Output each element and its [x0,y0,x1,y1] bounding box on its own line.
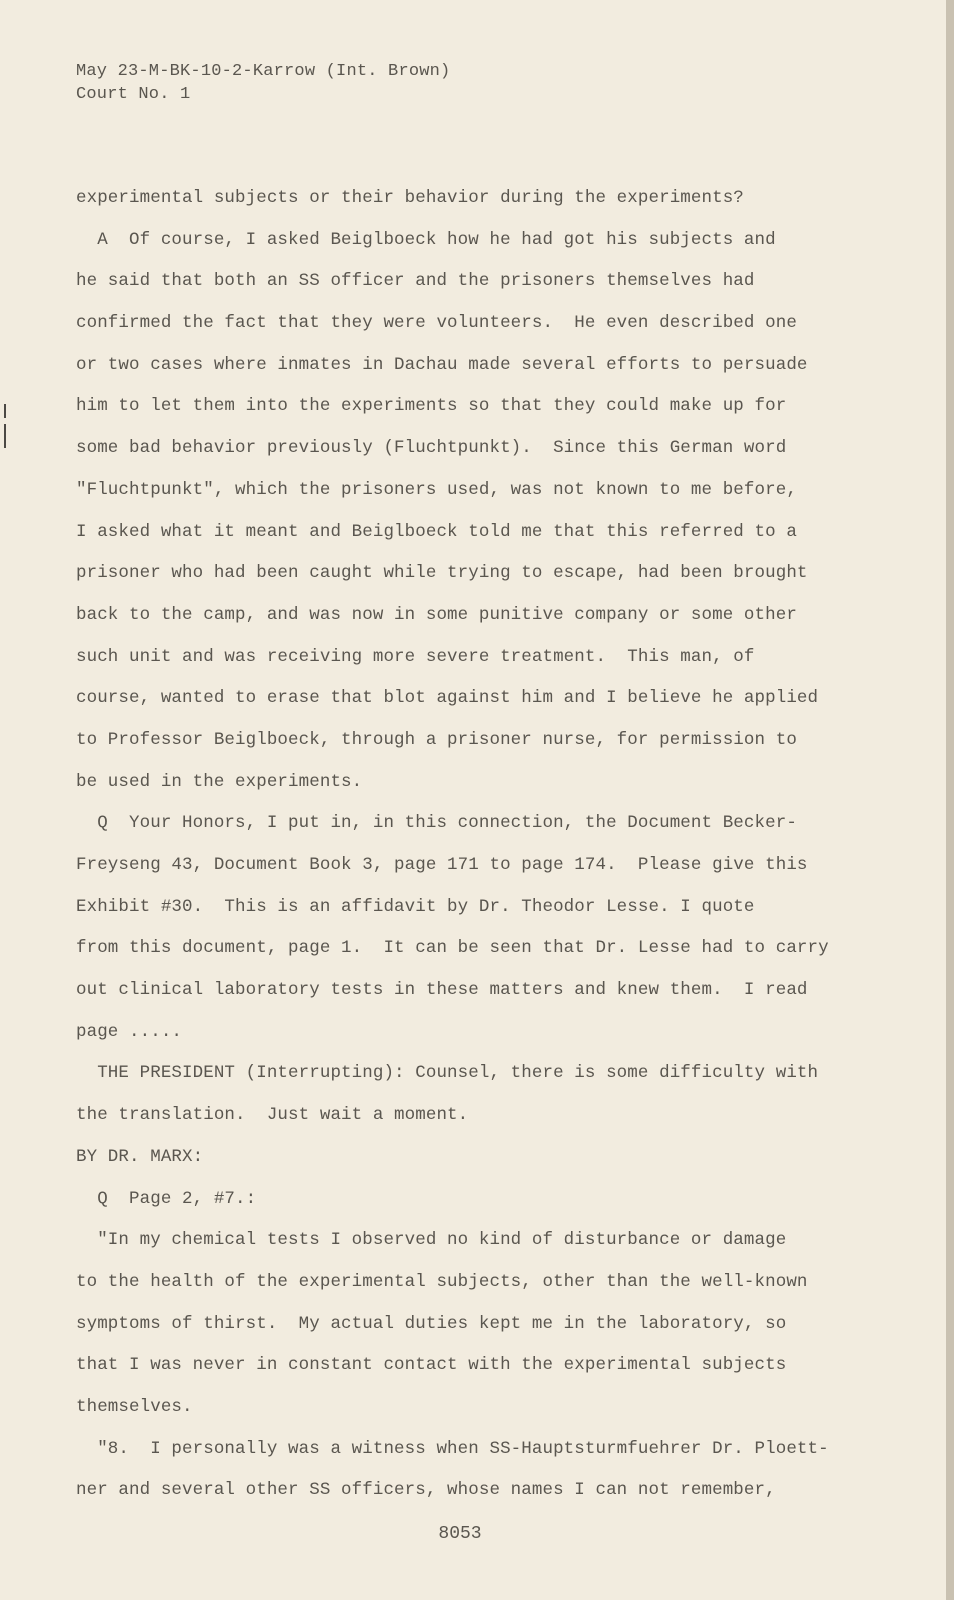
transcript-line: such unit and was receiving more severe treatment. This man, of [76,646,755,667]
transcript-line: Q Page 2, #7.: [76,1188,257,1209]
transcript-line: that I was never in constant contact with the experimental subjects [76,1355,787,1376]
transcript-line: some bad behavior previously (Fluchtpunkt). Since this German word [76,438,787,459]
transcript-line: BY DR. MARX: [76,1146,204,1167]
transcript-line: prisoner who had been caught while trying to escape, had been brought [76,563,808,584]
transcript-line: experimental subjects or their behavior during the experiments? [76,188,744,208]
transcript-line: he said that both an SS officer and the prisoners themselves had [76,271,755,292]
transcript-line: confirmed the fact that they were volunteers. He even described one [76,313,797,334]
transcript-line: Freyseng 43, Document Book 3, page 171 to page 174. Please give this [76,855,808,875]
binding-mark [4,424,6,448]
transcript-line: "8. I personally was a witness when SS-Hauptsturmfuehrer Dr. Ploett- [76,1438,829,1459]
transcript-line: back to the camp, and was now in some punitive company or some other [76,604,797,625]
binding-mark [4,404,6,418]
transcript-line: to Professor Beiglboeck, through a prisoner nurse, for permission to [76,729,797,750]
transcript-line: THE PRESIDENT (Interrupting): Counsel, there is some difficulty with [76,1063,819,1084]
transcript-body [76,178,829,1512]
transcript-line: A Of course, I asked Beiglboeck how he had got his subjects and [76,229,776,250]
header-line-1: May 23-M-BK-10-2-Karrow (Int. Brown) [76,62,451,81]
transcript-line: "Fluchtpunkt", which the prisoners used, was not known to me before, [76,479,797,500]
transcript-line: out clinical laboratory tests in these matters and knew them. I read [76,980,808,1001]
transcript-line: symptoms of thirst. My actual duties kept me in the laboratory, so [76,1313,787,1334]
transcript-line: course, wanted to erase that blot against him and I believe he applied [76,688,819,709]
transcript-line: themselves. [76,1396,193,1417]
transcript-line: to the health of the experimental subjects, other than the well-known [76,1271,808,1292]
transcript-line: the translation. Just wait a moment. [76,1105,469,1126]
transcript-line: page ..... [76,1021,183,1042]
header-line-2: Court No. 1 [76,85,191,104]
transcript-line: Exhibit #30. This is an affidavit by Dr. Theodor Lesse. I quote [76,896,755,917]
transcript-line: Q Your Honors, I put in, in this connection, the Document Becker- [76,813,797,834]
transcript-line: or two cases where inmates in Dachau made several efforts to persuade [76,354,808,375]
transcript-line: him to let them into the experiments so that they could make up for [76,396,787,417]
page-number: 8053 [438,1524,482,1544]
page-header [76,60,450,106]
transcript-line: be used in the experiments. [76,771,363,792]
transcript-line: "In my chemical tests I observed no kind of disturbance or damage [76,1230,787,1251]
transcript-line: ner and several other SS officers, whose names I can not remember, [76,1480,776,1501]
transcript-line: from this document, page 1. It can be seen that Dr. Lesse had to carry [76,938,829,959]
transcript-line: I asked what it meant and Beiglboeck told me that this referred to a [76,521,797,542]
